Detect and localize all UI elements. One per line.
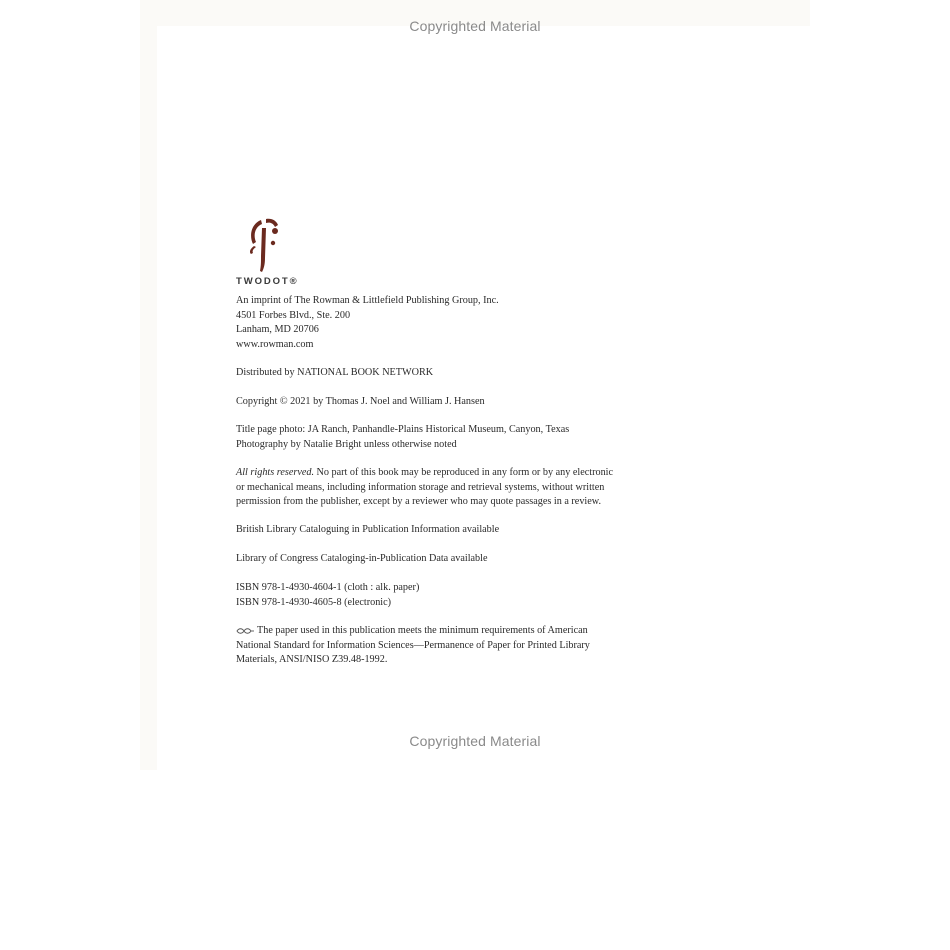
logo-wordmark: TWODOT®	[236, 276, 299, 287]
photo-credit-line: Photography by Natalie Bright unless otherwise noted	[236, 438, 457, 450]
imprint-block	[236, 294, 636, 352]
rights-line: or mechanical means, including information storage and retrieval systems, without written	[236, 481, 605, 493]
photo-credit-line: Title page photo: JA Ranch, Panhandle-Plains Historical Museum, Canyon, Texas	[236, 424, 570, 435]
loc-text: Library of Congress Cataloging-in-Publication Data available	[236, 553, 488, 564]
rights-line	[236, 466, 636, 481]
isbn-block	[236, 581, 636, 610]
rights-paragraph	[236, 466, 636, 510]
copyright-line	[236, 395, 636, 410]
photo-credits	[236, 423, 636, 452]
twodot-logo-icon	[240, 216, 290, 276]
paper-notice-text: The paper used in this publication meets the minimum requirements of American	[257, 625, 588, 636]
isbn-line: ISBN 978-1-4930-4604-1 (cloth : alk. paper)	[236, 582, 420, 593]
rights-emphasis: All rights reserved.	[236, 467, 314, 478]
isbn-line: ISBN 978-1-4930-4605-8 (electronic)	[236, 596, 392, 608]
rights-line: permission from the publisher, except by a reviewer who may quote passages in a review.	[236, 496, 602, 508]
british-library-line	[236, 523, 636, 538]
imprint-line: An imprint of The Rowman & Littlefield Publishing Group, Inc.	[236, 295, 499, 306]
watermark-top: Copyrighted Material	[409, 18, 541, 34]
paper-notice-line: Materials, ANSI/NISO Z39.48-1992.	[236, 654, 388, 666]
paper-notice	[236, 624, 636, 668]
paper-notice-line: National Standard for Information Sciences—Permanence of Paper for Printed Library	[236, 639, 590, 651]
distributor-text: Distributed by NATIONAL BOOK NETWORK	[236, 367, 434, 378]
imprint-line: 4501 Forbes Blvd., Ste. 200	[236, 309, 351, 321]
imprint-url: www.rowman.com	[236, 338, 314, 350]
distributor-line	[236, 366, 636, 381]
watermark-bottom: Copyrighted Material	[409, 733, 541, 749]
copyright-text: Copyright © 2021 by Thomas J. Noel and William J. Hansen	[236, 396, 485, 407]
imprint-line: Lanham, MD 20706	[236, 324, 319, 336]
loc-line	[236, 552, 636, 567]
infinity-paper-icon	[236, 628, 254, 634]
british-library-text: British Library Cataloguing in Publication Information available	[236, 524, 500, 535]
paper-notice-line	[236, 624, 636, 639]
rights-text: No part of this book may be reproduced in any form or by any electronic	[314, 467, 614, 478]
